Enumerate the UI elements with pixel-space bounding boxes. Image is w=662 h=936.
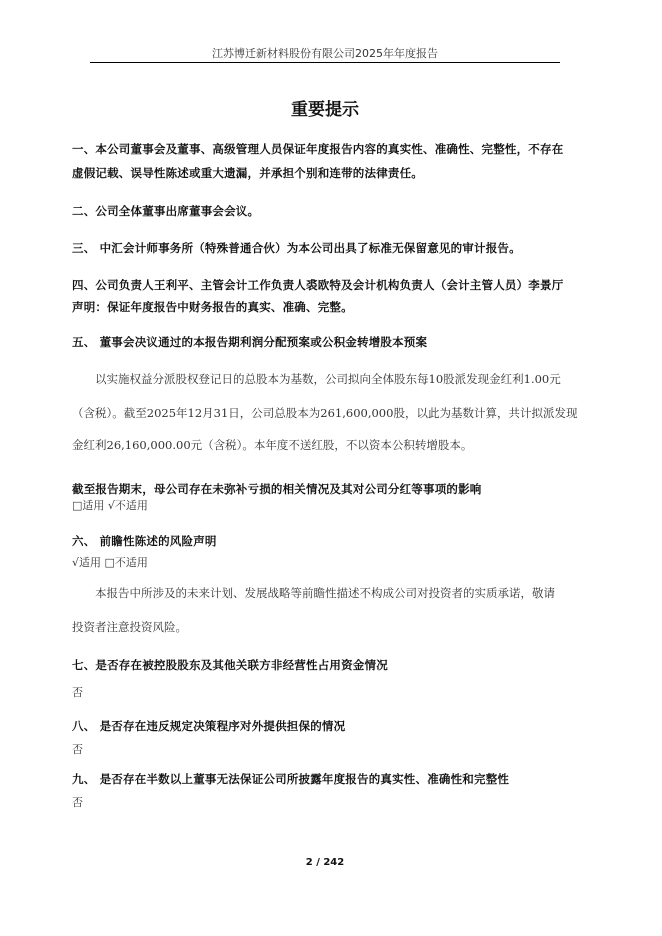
- section-6-paragraph-line-1: 本报告中所涉及的未来计划、发展战略等前瞻性描述不构成公司对投资者的实质承诺，敬请: [95, 586, 555, 600]
- section-5-paragraph-line-1: 以实施权益分派股权登记日的总股本为基数，公司拟向全体股东每10股派发现金红利1.00元: [95, 372, 561, 386]
- uncovered-loss-heading: 截至报告期末，母公司存在未弥补亏损的相关情况及其对公司分红等事项的影响: [72, 482, 482, 496]
- section-1-line-2: 虚假记载、误导性陈述或重大遗漏，并承担个别和连带的法律责任。: [72, 166, 423, 180]
- section-6-paragraph-line-2: 投资者注意投资风险。: [72, 620, 187, 634]
- header-divider: [90, 62, 560, 63]
- uncovered-loss-applicability: □适用 √不适用: [72, 499, 148, 512]
- running-header: 江苏博迁新材料股份有限公司2025年年度报告: [212, 47, 438, 60]
- section-4-line-1: 四、公司负责人王利平、主管会计工作负责人裘欧特及会计机构负责人（会计主管人员）李景厅: [72, 278, 564, 292]
- section-9-answer: 否: [72, 796, 83, 809]
- section-2: 二、公司全体董事出席董事会会议。: [72, 204, 260, 218]
- section-6-heading: 六、 前瞻性陈述的风险声明: [72, 534, 217, 548]
- section-5-heading: 五、 董事会决议通过的本报告期利润分配预案或公积金转增股本预案: [72, 335, 428, 349]
- section-7-heading: 七、是否存在被控股股东及其他关联方非经营性占用资金情况: [72, 658, 388, 672]
- section-6-applicability: √适用 □不适用: [72, 556, 148, 569]
- section-5-paragraph-line-2: （含税）。截至2025年12月31日，公司总股本为261,600,000股，以此为基数计算，共计拟派发现: [72, 406, 578, 420]
- section-3: 三、 中汇会计师事务所（特殊普通合伙）为本公司出具了标准无保留意见的审计报告。: [72, 241, 521, 255]
- section-4-line-2: 声明：保证年度报告中财务报告的真实、准确、完整。: [72, 300, 353, 314]
- page-title: 重要提示: [291, 100, 359, 120]
- section-9-heading: 九、 是否存在半数以上董事无法保证公司所披露年度报告的真实性、准确性和完整性: [72, 772, 510, 786]
- section-7-answer: 否: [72, 686, 83, 699]
- section-1-line-1: 一、本公司董事会及董事、高级管理人员保证年度报告内容的真实性、准确性、完整性，不存在: [72, 142, 564, 156]
- section-8-answer: 否: [72, 743, 83, 756]
- page-number: 2 / 242: [305, 857, 345, 868]
- section-8-heading: 八、 是否存在违反规定决策程序对外提供担保的情况: [72, 719, 346, 733]
- section-5-paragraph-line-3: 金红利26,160,000.00元（含税）。本年度不送红股，不以资本公积转增股本。: [72, 438, 473, 452]
